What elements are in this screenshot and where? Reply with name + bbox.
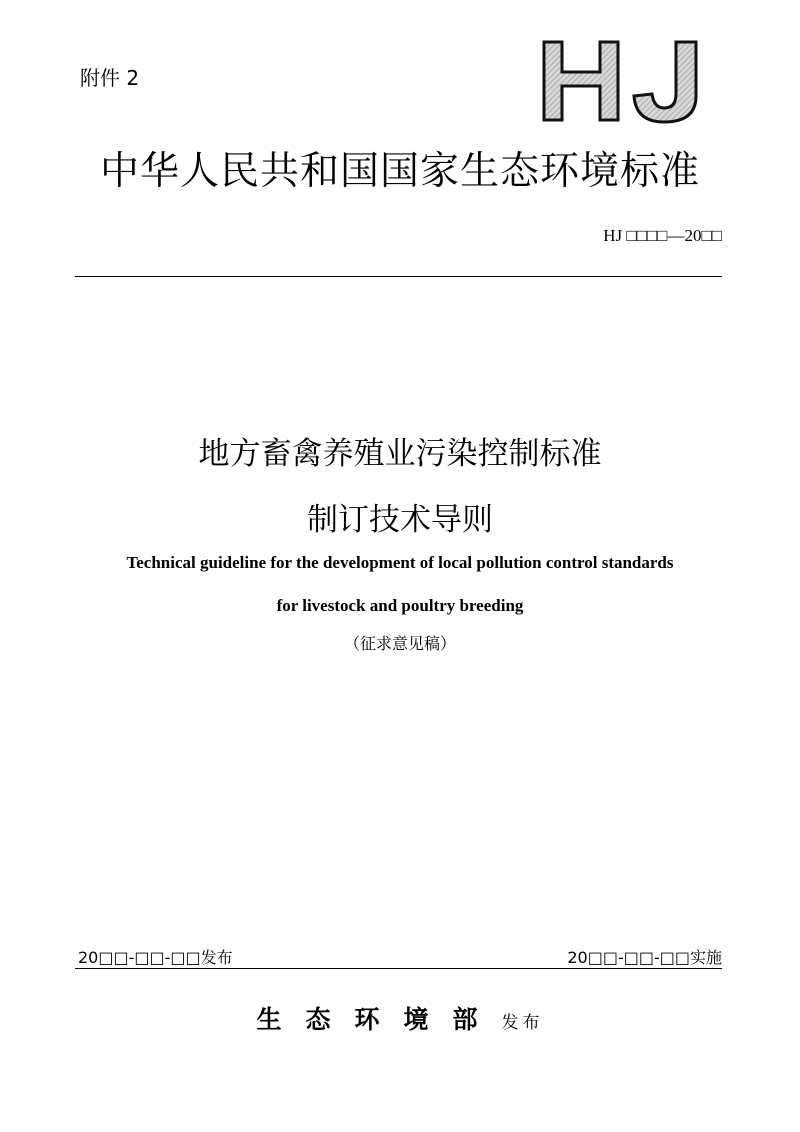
bottom-divider — [75, 968, 722, 969]
issue-date: 20□□-□□-□□发布 — [78, 948, 233, 967]
issuer-name: 生态环境部 — [256, 1005, 502, 1034]
attachment-label: 附件 2 — [80, 66, 140, 90]
title-cn-line-2: 制订技术导则 — [307, 502, 493, 538]
hj-logo-icon — [538, 38, 702, 124]
issuer-suffix: 发布 — [501, 1013, 544, 1033]
title-en-line-1: Technical guideline for the development of local pollution control standards — [126, 553, 674, 572]
issuer-row — [0, 1000, 800, 1036]
draft-status: （征求意见稿） — [343, 634, 456, 653]
standard-number: HJ □□□□—20□□ — [603, 226, 722, 245]
standard-name: 中华人民共和国国家生态环境标准 — [99, 149, 700, 194]
title-cn-line-1: 地方畜禽养殖业污染控制标准 — [198, 436, 602, 472]
top-divider — [75, 276, 722, 277]
implementation-date: 20□□-□□-□□实施 — [567, 948, 722, 967]
title-en-line-2: for livestock and poultry breeding — [276, 596, 524, 615]
